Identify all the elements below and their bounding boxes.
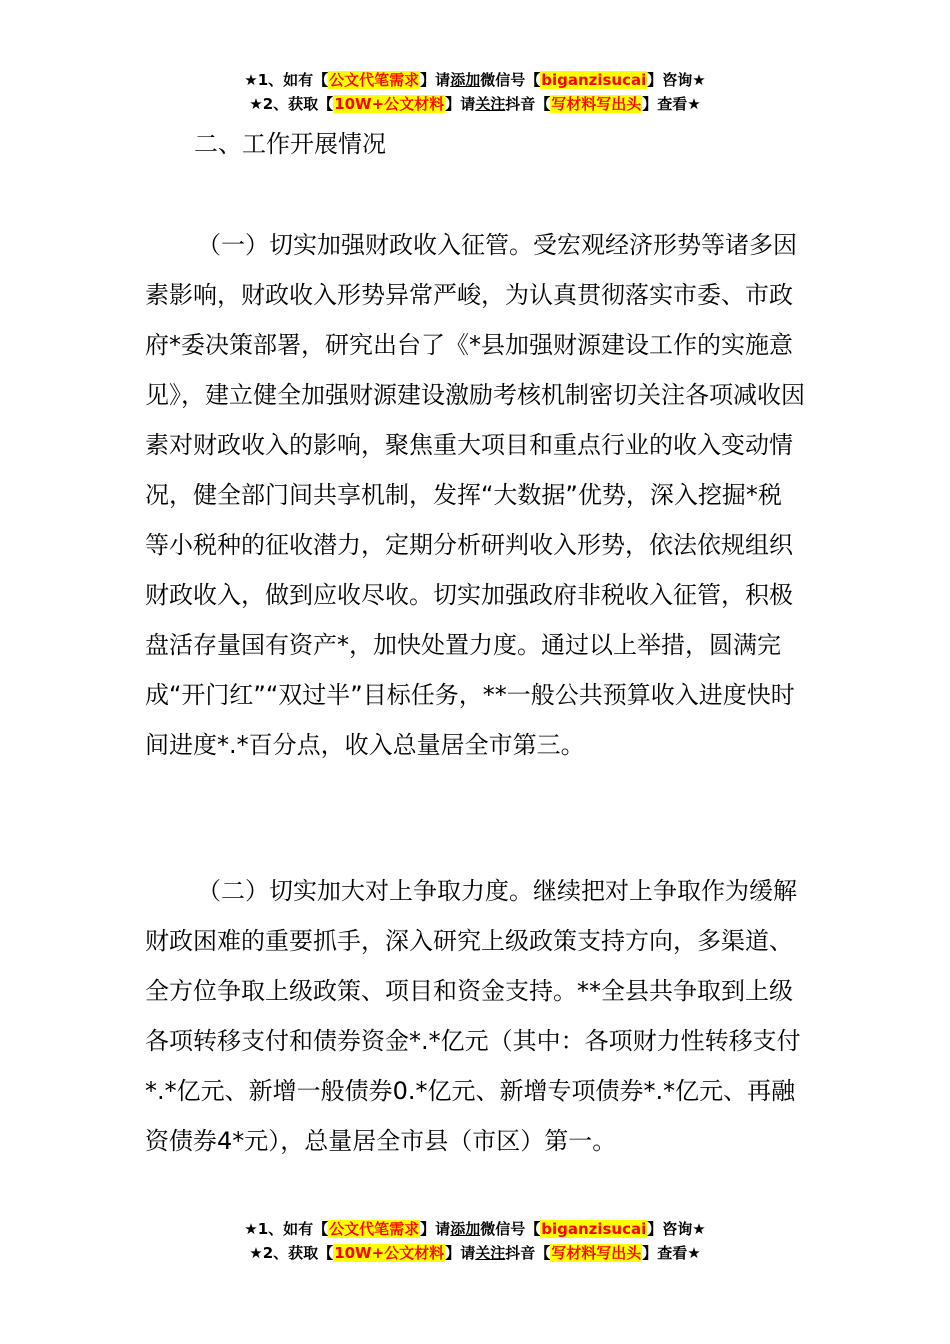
banner-highlight: 10W+公文材料 <box>334 1244 445 1262</box>
paragraph-text: （二）切实加大对上争取力度。继续把对上争取作为缓解财政困难的重要抓手，深入研究上级政策支持方向，多渠道、全方位争取上级政策、项目和资金支持。**全县共争取到上级各项转移支付和债券资金*.*亿元（其中：各项财力性转移支付*.*亿元、新增一般债券0.*亿元、新增专项债券*.*亿元、再融资债券4*元），总量居全市县（市区）第一。 <box>145 877 801 1155</box>
banner-line-2 <box>0 1241 950 1265</box>
banner-line-1 <box>0 1217 950 1241</box>
banner-underlined-word: 添加 <box>450 1220 481 1238</box>
banner-text: 微信号【 <box>480 1220 541 1238</box>
top-banner <box>0 68 950 116</box>
banner-line-1 <box>0 68 950 92</box>
section-title: 二、工作开展情况 <box>194 130 386 158</box>
banner-highlight: 公文代笔需求 <box>329 71 420 89</box>
banner-highlight: biganzisucai <box>541 1220 647 1238</box>
banner-text: 】请 <box>420 1220 451 1238</box>
banner-underlined-word: 关注 <box>475 95 506 113</box>
banner-text: 抖音【 <box>505 1244 551 1262</box>
banner-underlined-word: 添加 <box>450 71 481 89</box>
banner-text: 】请 <box>445 1244 476 1262</box>
banner-highlight: 10W+公文材料 <box>334 95 445 113</box>
banner-text: ★2、获取【 <box>249 95 334 113</box>
banner-text: ★1、如有【 <box>244 1220 329 1238</box>
banner-text: 】请 <box>445 95 476 113</box>
banner-text: 】查看★ <box>642 1244 701 1262</box>
paragraph-text: （一）切实加强财政收入征管。受宏观经济形势等诸多因素影响，财政收入形势异常严峻，为认真贯彻落实市委、市政府*委决策部署，研究出台了《*县加强财源建设工作的实施意见》，建立健全加强财源建设激励考核机制密切关注各项减收因素对财政收入的影响，聚焦重大项目和重点行业的收入变动情况，健全部门间共享机制，发挥“大数据”优势，深入挖掘*税等小税种的征收潜力，定期分析研判收入形势，依法依规组织财政收入，做到应收尽收。切实加强政府非税收入征管，积极盘活存量国有资产*，加快处置力度。通过以上举措，圆满完成“开门红”“双过半”目标任务，**一般公共预算收入进度快时间进度*.*百分点，收入总量居全市第三。 <box>145 231 805 759</box>
body-paragraph <box>145 866 805 1166</box>
banner-text: 】请 <box>420 71 451 89</box>
banner-text: 】咨询★ <box>647 71 706 89</box>
banner-text: 抖音【 <box>505 95 551 113</box>
banner-text: 微信号【 <box>480 71 541 89</box>
body-paragraph <box>145 220 805 770</box>
banner-text: 】咨询★ <box>647 1220 706 1238</box>
banner-text: ★2、获取【 <box>249 1244 334 1262</box>
banner-highlight: 写材料写出头 <box>551 1244 642 1262</box>
banner-highlight: 公文代笔需求 <box>329 1220 420 1238</box>
bottom-banner <box>0 1217 950 1265</box>
banner-highlight: biganzisucai <box>541 71 647 89</box>
banner-text: ★1、如有【 <box>244 71 329 89</box>
banner-highlight: 写材料写出头 <box>551 95 642 113</box>
banner-underlined-word: 关注 <box>475 1244 506 1262</box>
banner-text: 】查看★ <box>642 95 701 113</box>
banner-line-2 <box>0 92 950 116</box>
